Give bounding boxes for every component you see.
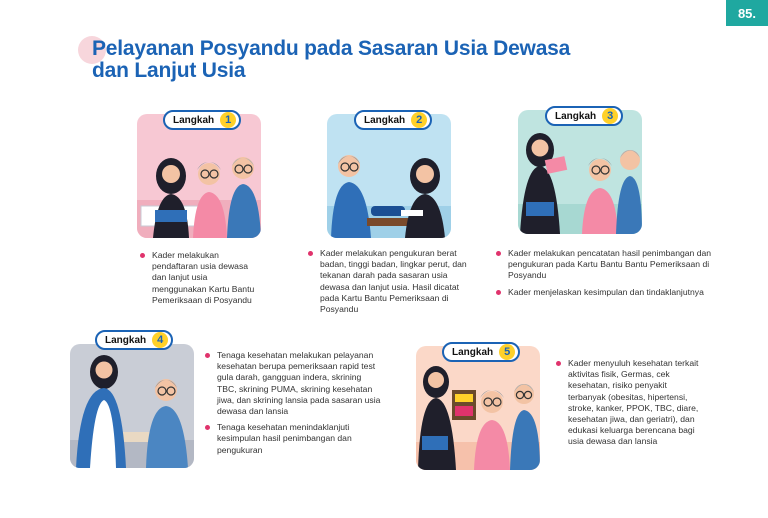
step-4-description: [205, 350, 381, 461]
step-4-illustration: [70, 344, 194, 468]
step-2-illustration: [327, 114, 451, 238]
step-4-bullet-2: Tenaga kesehatan menindaklanjuti kesimpulan hasil penimbangan dan pengukuran: [205, 422, 381, 456]
step-2-label: Langkah: [364, 114, 406, 126]
step-1-illustration: [137, 114, 261, 238]
step-5-label: Langkah: [452, 346, 494, 358]
step-2-bullet-1: Kader melakukan pengukuran berat badan, tinggi badan, lingkar perut, dan tekanan darah pada sasaran usia dewasa dan lanjut usia. Hasil dicatat pada Kartu Bantu Pemeriksaan di Posyandu: [308, 248, 468, 315]
step-5-badge: [442, 342, 520, 362]
step-4-label: Langkah: [105, 334, 147, 346]
step-1-label: Langkah: [173, 114, 215, 126]
step-3-badge: [545, 106, 623, 126]
page-title: [92, 38, 570, 82]
step-3-number: 3: [602, 108, 618, 124]
step-1-badge: [163, 110, 241, 130]
step-3-bullet-1: Kader melakukan pencatatan hasil penimbangan dan pengukuran pada Kartu Bantu Bantu Pemeriksaan di Posyandu: [496, 248, 744, 282]
page-title-line-1: Pelayanan Posyandu pada Sasaran Usia Dewasa: [92, 37, 571, 60]
step-1-description: [140, 250, 260, 311]
step-5-number: 5: [499, 344, 515, 360]
step-2-description: [308, 248, 468, 320]
step-3-description: [496, 248, 744, 303]
step-1-bullet-1: Kader melakukan pendaftaran usia dewasa dan lanjut usia menggunakan Kartu Bantu Pemeriksaan di Posyandu: [140, 250, 260, 306]
step-5-bullet-1: Kader menyuluh kesehatan terkait aktivitas fisik, Germas, cek kesehatan, risiko penyakit terbanyak (obesitas, hipertensi, stroke, kanker, PPOK, TBC, diare, kesehatan jiwa, dan geriatri), dan edukasi keluarga berencana bagi usia dewasa dan lansia: [556, 358, 704, 448]
step-3-illustration: [518, 110, 642, 234]
step-5-description: [556, 358, 704, 453]
step-4-bullet-1: Tenaga kesehatan melakukan pelayanan kesehatan berupa pemeriksaan rapid test gula darah, gangguan indera, skrining TBC, skrining PUMA, skrining kesehatan jiwa, dan skrining lansia pada sasaran usia dewasa dan lansia: [205, 350, 381, 417]
step-4-number: 4: [152, 332, 168, 348]
page-number: 85.: [726, 0, 768, 26]
step-3-bullet-2: Kader menjelaskan kesimpulan dan tindaklanjutnya: [496, 287, 744, 298]
step-3-label: Langkah: [555, 110, 597, 122]
step-4-badge: [95, 330, 173, 350]
step-2-badge: [354, 110, 432, 130]
step-2-number: 2: [411, 112, 427, 128]
step-1-number: 1: [220, 112, 236, 128]
page-title-line-2: dan Lanjut Usia: [92, 59, 246, 82]
step-5-illustration: [416, 346, 540, 470]
